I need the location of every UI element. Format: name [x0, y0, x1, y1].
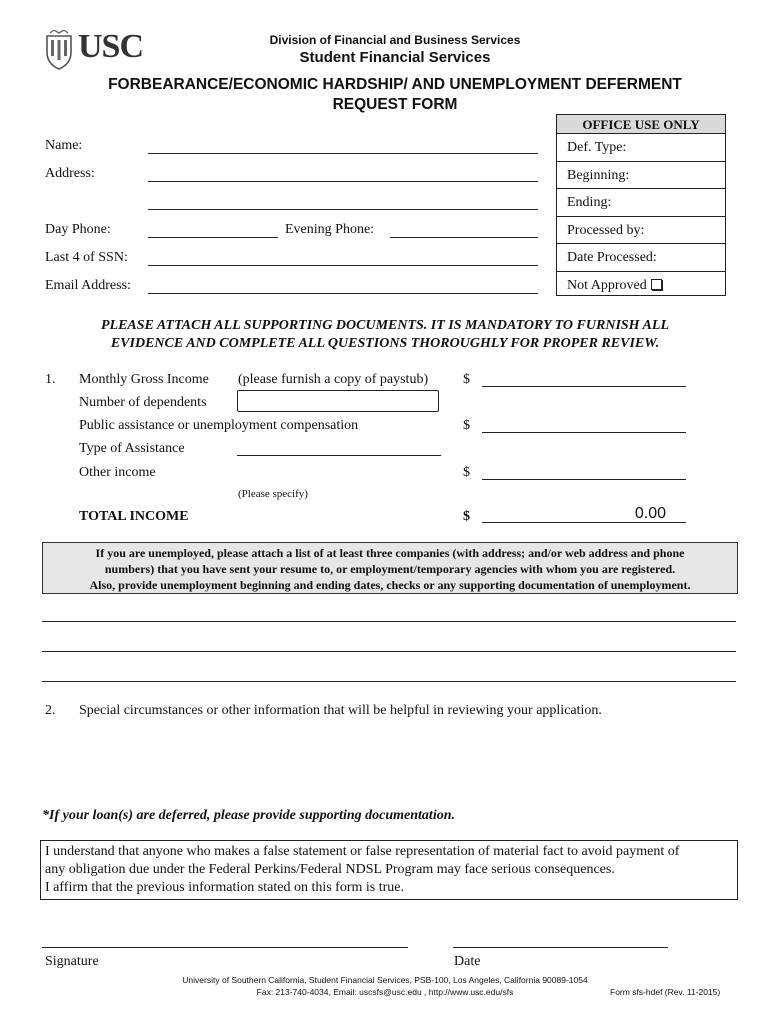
processed-by-field: Processed by: [557, 217, 725, 245]
section1-number: 1. [45, 372, 56, 387]
unemployment-line1[interactable] [42, 621, 736, 622]
other-income-label: Other income [79, 465, 156, 480]
total-income-value: 0.00 [634, 505, 666, 522]
form-title-line1: FORBEARANCE/ECONOMIC HARDSHIP/ AND UNEMPLOYMENT DEFERMENT [108, 76, 682, 93]
evening-phone-label: Evening Phone: [285, 222, 375, 237]
ssn-label: Last 4 of SSN: [45, 250, 128, 265]
monthly-income-dollar: $ [463, 372, 470, 387]
public-assistance-dollar: $ [463, 418, 470, 433]
footer-address: University of Southern California, Student Financial Services, PSB-100, Los Angeles, California 90089-1054 [182, 975, 588, 985]
day-phone-input[interactable] [148, 237, 278, 238]
signature-input[interactable] [42, 947, 408, 948]
name-input[interactable] [148, 153, 538, 154]
assistance-type-label: Type of Assistance [79, 441, 185, 456]
signature-label: Signature [45, 954, 99, 969]
form-title-line2: REQUEST FORM [332, 96, 458, 113]
deferred-note: *If your loan(s) are deferred, please provide supporting documentation. [42, 808, 455, 823]
affirmation-box [40, 840, 738, 900]
date-input[interactable] [453, 947, 668, 948]
name-label: Name: [45, 138, 83, 153]
public-assistance-label: Public assistance or unemployment compensation [79, 418, 359, 433]
address-input-line2[interactable] [148, 209, 538, 210]
ssn-input[interactable] [148, 265, 538, 266]
division-name: Division of Financial and Business Services [269, 33, 521, 47]
affirm-line1: I understand that anyone who makes a false statement or false representation of material fact to avoid payment of [45, 844, 680, 859]
office-use-box [556, 114, 726, 296]
unemployment-line3[interactable] [42, 681, 736, 682]
total-income-input[interactable] [482, 522, 686, 523]
notice-line1: If you are unemployed, please attach a list of at least three companies (with address; and/or web address and phone [95, 546, 685, 560]
form-id: Form sfs-hdef (Rev. 11-2015) [610, 987, 721, 997]
address-label: Address: [45, 166, 95, 181]
footer-contact: Fax: 213-740-4034, Email: uscsfs@usc.edu , http://www.usc.edu/sfs [256, 987, 514, 997]
dependents-input[interactable] [237, 390, 439, 412]
date-label: Date [454, 954, 481, 969]
public-assistance-input[interactable] [482, 432, 686, 433]
special-circumstances-label: Special circumstances or other information that will be helpful in reviewing your application. [79, 703, 602, 718]
dependents-label: Number of dependents [79, 395, 207, 410]
office-name: Student Financial Services [299, 49, 491, 66]
unemployment-notice [42, 542, 738, 594]
monthly-income-input[interactable] [482, 386, 686, 387]
evening-phone-input[interactable] [390, 237, 538, 238]
not-approved-label: Not Approved [567, 277, 647, 293]
other-income-input[interactable] [482, 479, 686, 480]
notice-line3: Also, provide unemployment beginning and ending dates, checks or any supporting documentation of unemployment. [89, 578, 691, 592]
not-approved-field [557, 272, 725, 300]
unemployment-line2[interactable] [42, 651, 736, 652]
assistance-type-input[interactable] [237, 455, 441, 456]
date-processed-field: Date Processed: [557, 244, 725, 272]
total-income-label: TOTAL INCOME [79, 509, 189, 524]
not-approved-checkbox[interactable] [651, 279, 662, 290]
beginning-field: Beginning: [557, 162, 725, 190]
monthly-income-label: Monthly Gross Income [79, 372, 209, 387]
special-circumstances-input[interactable] [42, 724, 736, 800]
paystub-note: (please furnish a copy of paystub) [238, 372, 429, 387]
instructions-line2: EVIDENCE AND COMPLETE ALL QUESTIONS THOROUGHLY FOR PROPER REVIEW. [110, 336, 660, 351]
ending-field: Ending: [557, 189, 725, 217]
other-income-dollar: $ [463, 465, 470, 480]
email-label: Email Address: [45, 278, 131, 293]
logo-wordmark: USC [78, 28, 144, 65]
def-type-field: Def. Type: [557, 134, 725, 162]
day-phone-label: Day Phone: [45, 222, 111, 237]
affirm-line2: any obligation due under the Federal Perkins/Federal NDSL Program may face serious consequences. [45, 862, 615, 877]
email-input[interactable] [148, 293, 538, 294]
notice-line2: numbers) that you have sent your resume to, or employment/temporary agencies with whom you are registered. [104, 562, 676, 576]
affirm-line3: I affirm that the previous information stated on this form is true. [45, 880, 404, 895]
please-specify-note: (Please specify) [238, 488, 308, 500]
section2-number: 2. [45, 703, 56, 718]
office-use-title: OFFICE USE ONLY [557, 115, 725, 134]
total-income-dollar: $ [463, 509, 470, 524]
instructions-line1: PLEASE ATTACH ALL SUPPORTING DOCUMENTS. IT IS MANDATORY TO FURNISH ALL [100, 318, 669, 333]
address-input-line1[interactable] [148, 181, 538, 182]
